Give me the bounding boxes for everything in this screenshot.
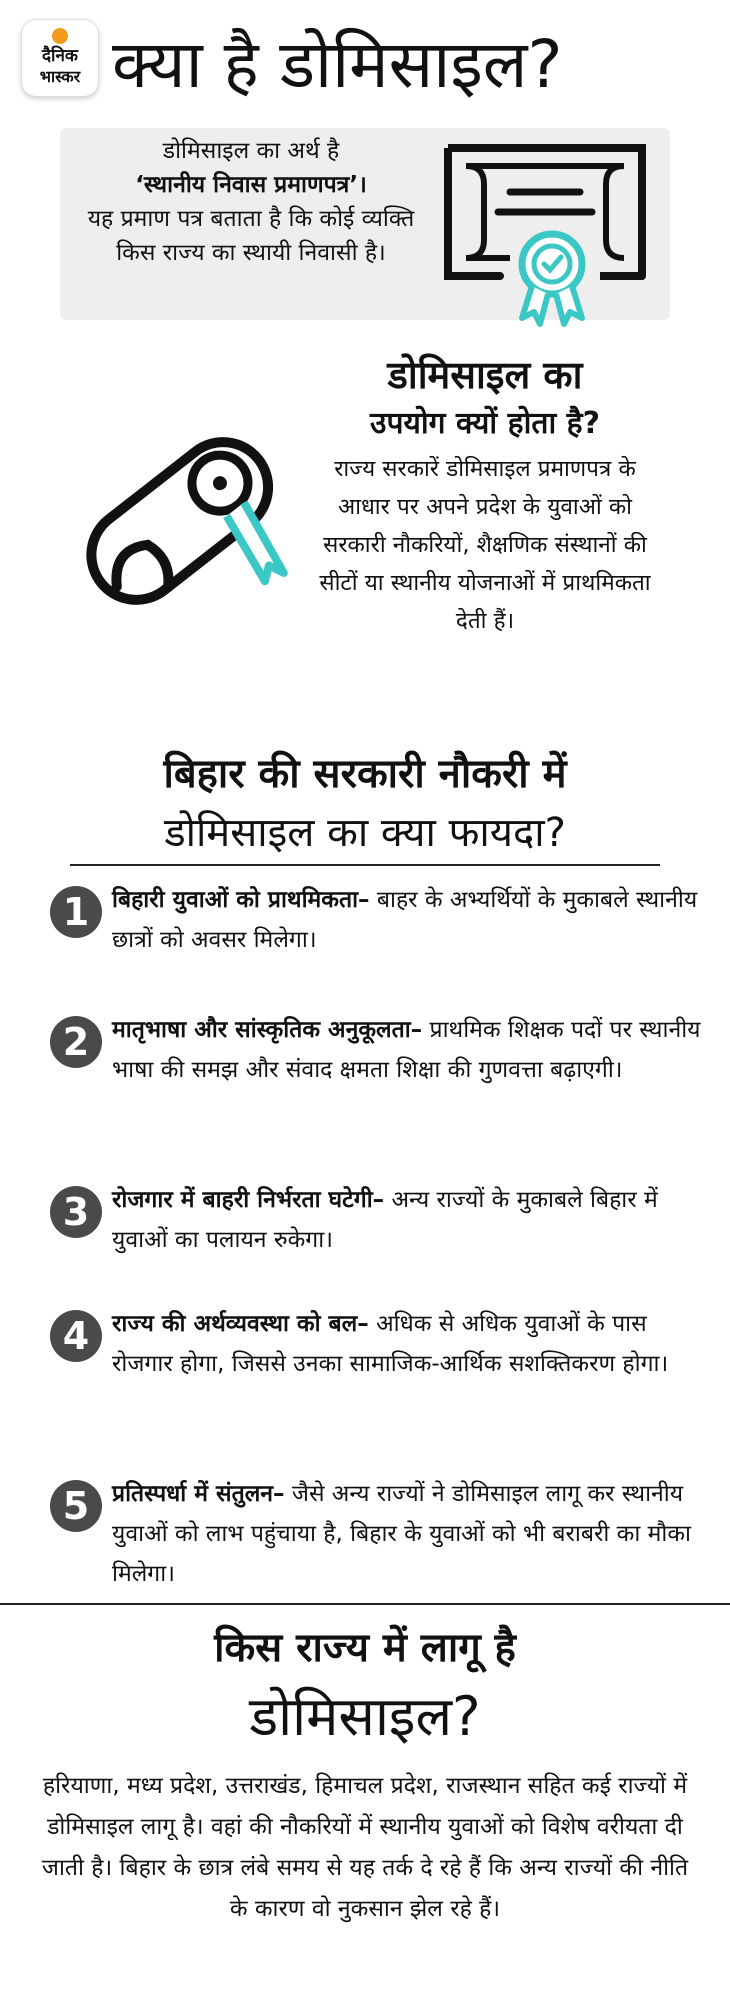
definition-line1: डोमिसाइल का अर्थ है — [162, 138, 340, 164]
states-heading-line2: डोमिसाइल? — [249, 1685, 481, 1748]
benefit-description: अन्य राज्यों के मुकाबले बिहार में युवाओं का पलायन रुकेगा। — [112, 1187, 658, 1253]
benefit-description: बाहर के अभ्यर्थियों के मुकाबले स्थानीय छात्रों को अवसर मिलेगा। — [112, 887, 698, 953]
benefit-text — [112, 1474, 702, 1594]
usage-heading-line2: उपयोग क्यों होता है? — [370, 406, 600, 441]
bihar-heading-line1: बिहार की सरकारी नौकरी में — [163, 751, 567, 797]
number-badge: 5 — [50, 1480, 102, 1532]
section-divider — [70, 864, 660, 866]
number-badge: 4 — [50, 1310, 102, 1362]
logo-line1: दैनिक — [42, 46, 78, 66]
benefit-text — [112, 880, 702, 960]
page-title: क्या है डोमिसाइल? — [112, 26, 563, 103]
usage-heading-line1: डोमिसाइल का — [387, 353, 583, 397]
number-badge: 1 — [50, 886, 102, 938]
benefit-text — [112, 1304, 702, 1384]
benefit-description: प्राथमिक शिक्षक पदों पर स्थानीय भाषा की समझ और संवाद क्षमता शिक्षा की गुणवत्ता बढ़ाएगी। — [112, 1017, 701, 1083]
logo-dot-icon — [52, 28, 68, 44]
benefit-heading: मातृभाषा और सांस्कृतिक अनुकूलता– — [112, 1017, 423, 1043]
number-badge: 2 — [50, 1016, 102, 1068]
logo-line2: भास्कर — [39, 67, 81, 86]
states-heading-line1: किस राज्य में लागू है — [214, 1625, 516, 1671]
benefit-heading: बिहारी युवाओं को प्राथमिकता– — [112, 887, 370, 913]
benefit-description: जैसे अन्य राज्यों ने डोमिसाइल लागू कर स्थानीय युवाओं को लाभ पहुंचाया है, बिहार के युवाओं को भी बराबरी का मौका मिलेगा। — [112, 1481, 691, 1587]
certificate-icon — [440, 140, 672, 330]
brand-logo — [22, 20, 98, 96]
definition-bold: ‘स्थानीय निवास प्रमाणपत्र’। — [135, 172, 367, 198]
section-divider — [0, 1603, 730, 1605]
benefit-text — [112, 1180, 702, 1260]
benefit-description: अधिक से अधिक युवाओं के पास रोजगार होगा, जिससे उनका सामाजिक-आर्थिक सशक्तिकरण होगा। — [112, 1311, 669, 1377]
benefit-heading: रोजगार में बाहरी निर्भरता घटेगी– — [112, 1187, 385, 1213]
usage-heading — [320, 348, 650, 446]
definition-rest: यह प्रमाण पत्र बताता है कि कोई व्यक्ति किस राज्य का स्थायी निवासी है। — [87, 206, 415, 266]
bihar-heading-line2: डोमिसाइल का क्या फायदा? — [164, 810, 566, 856]
definition-text — [78, 134, 424, 270]
diploma-scroll-icon — [58, 410, 298, 660]
usage-body: राज्य सरकारें डोमिसाइल प्रमाणपत्र के आधार पर अपने प्रदेश के युवाओं को सरकारी नौकरियों, शैक्षणिक संस्थानों की सीटों या स्थानीय योजनाओं में प्राथमिकता देती हैं। — [319, 456, 651, 634]
number-badge: 3 — [50, 1186, 102, 1238]
benefit-heading: प्रतिस्पर्धा में संतुलन– — [112, 1481, 285, 1507]
benefit-text — [112, 1010, 702, 1090]
benefit-heading: राज्य की अर्थव्यवस्था को बल– — [112, 1311, 369, 1337]
states-body: हरियाणा, मध्य प्रदेश, उत्तराखंड, हिमाचल प्रदेश, राजस्थान सहित कई राज्यों में डोमिसाइल लागू है। वहां की नौकरियों में स्थानीय युवाओं को विशेष वरीयता दी जाती है। बिहार के छात्र लंबे समय से यह तर्क दे रहे हैं कि अन्य राज्यों की नीति के कारण वो नुकसान झेल रहे हैं। — [41, 1773, 689, 1922]
